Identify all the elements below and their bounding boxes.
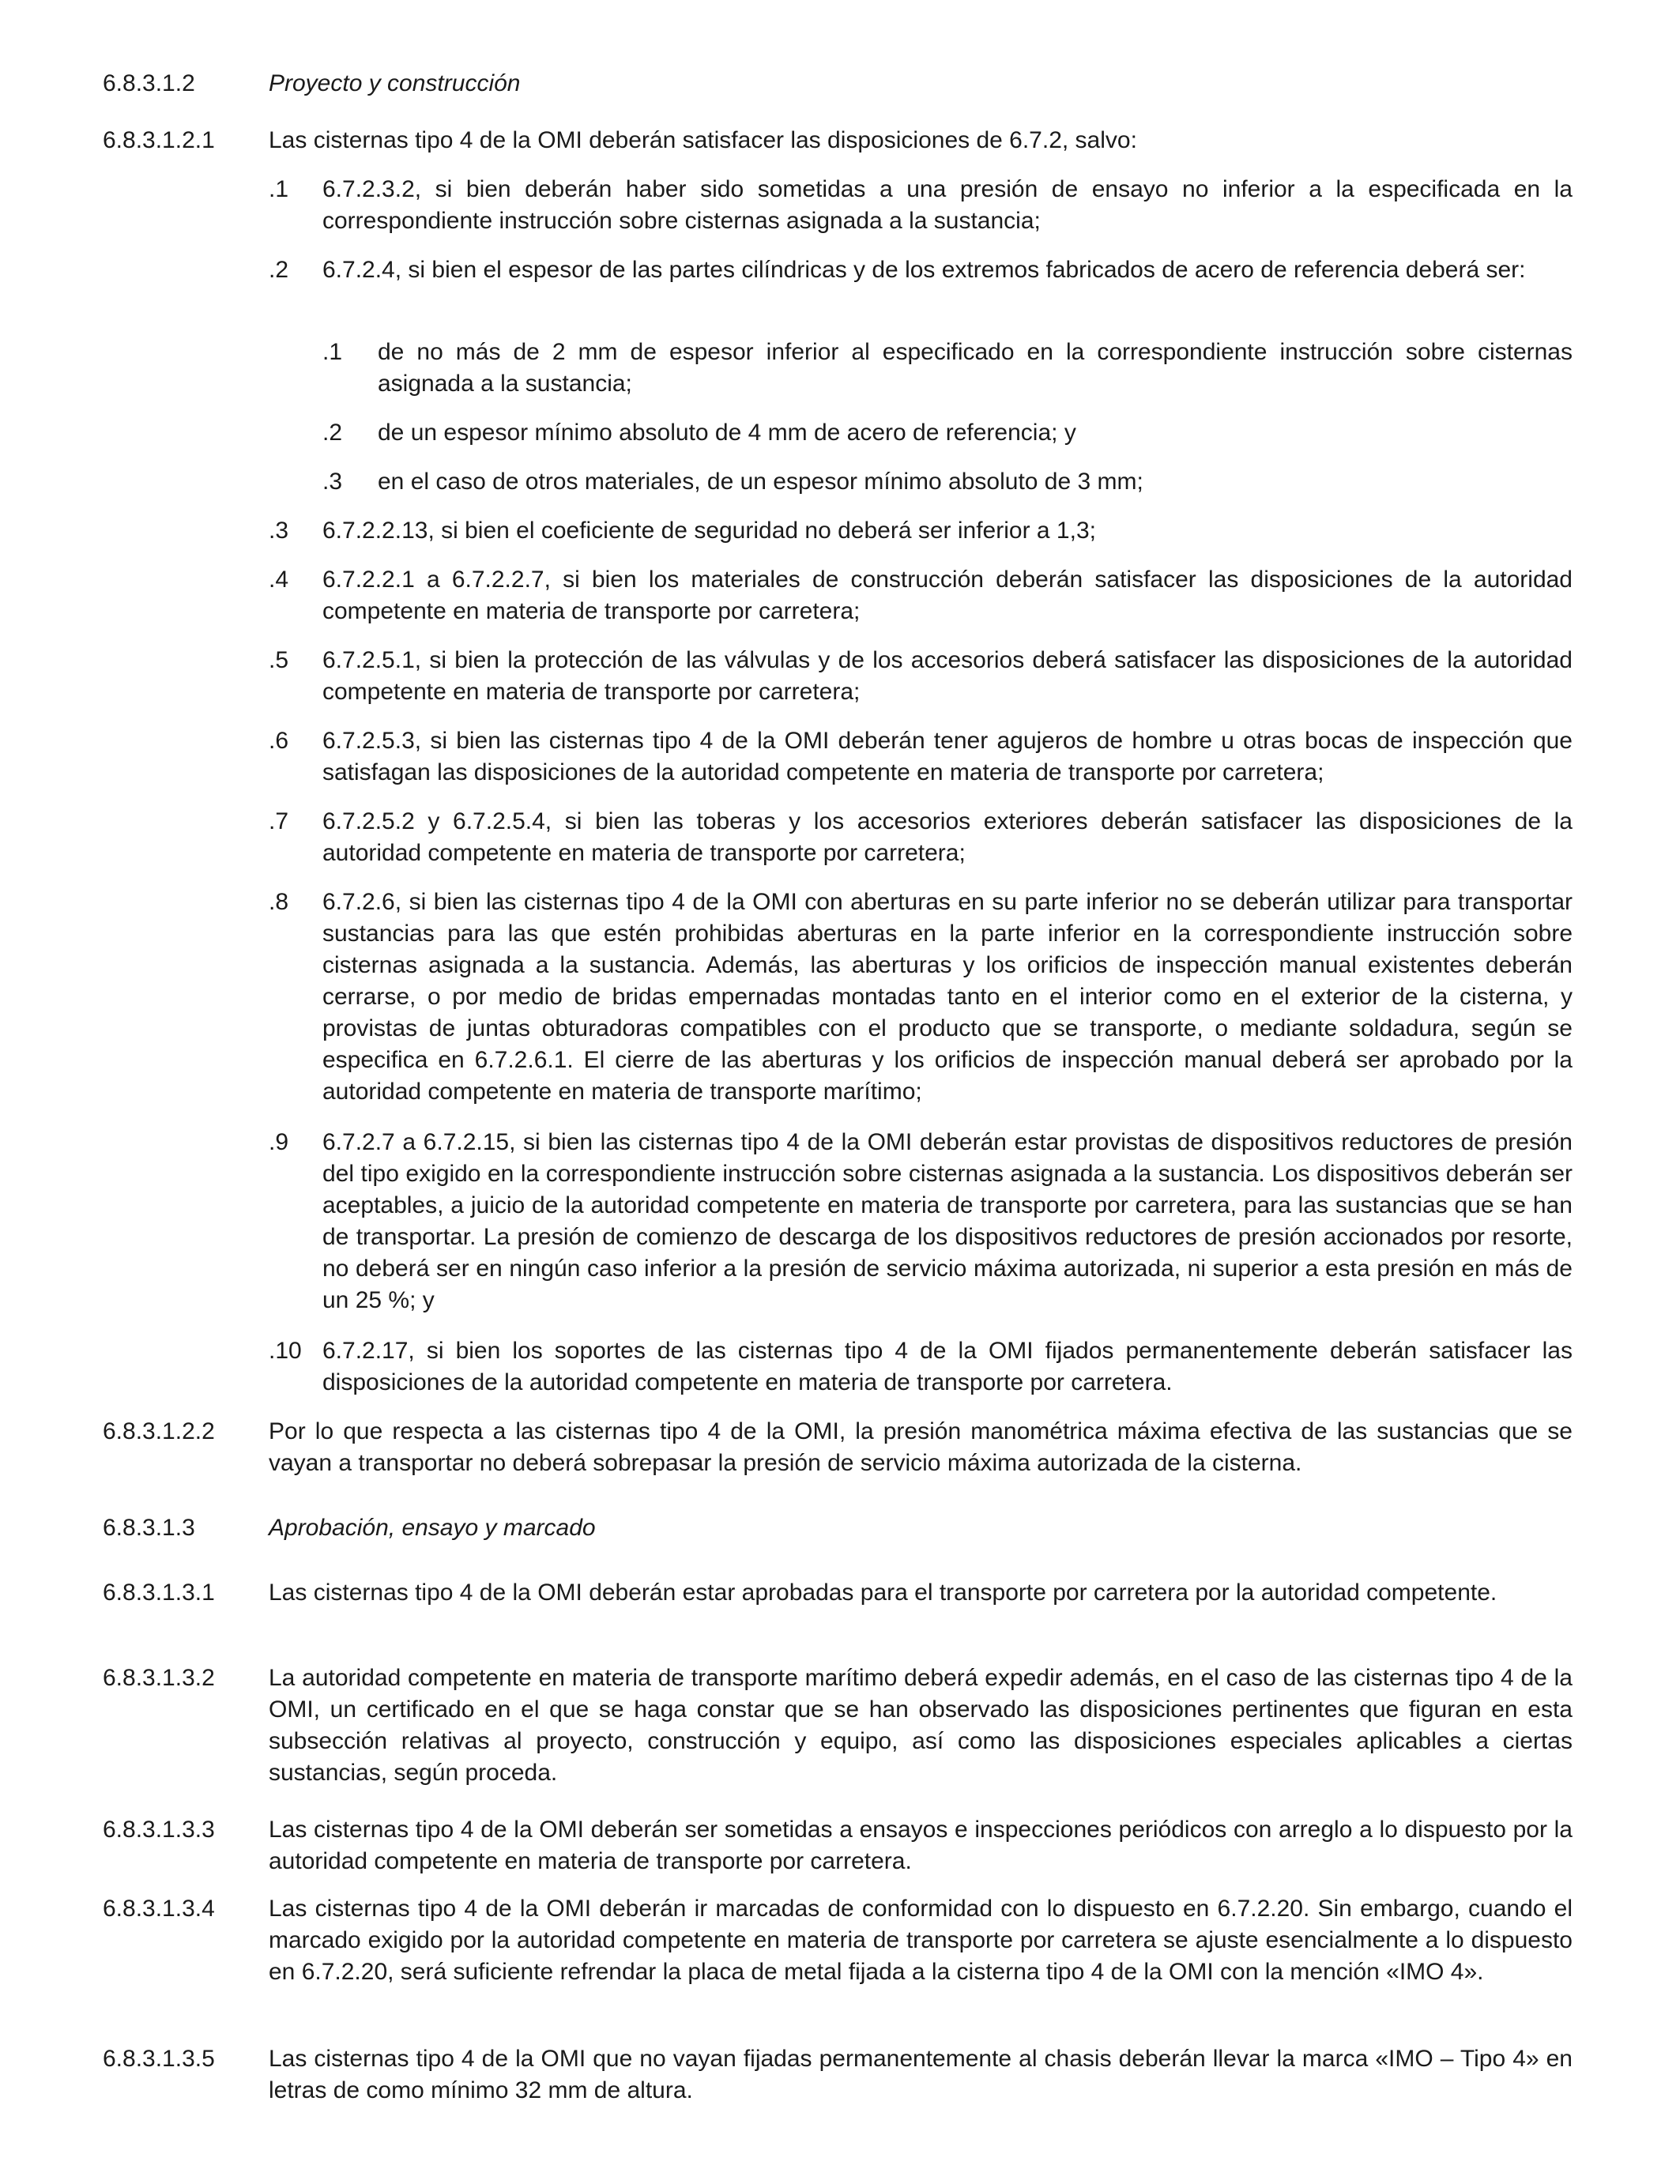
item-marker: .2 [269,257,289,283]
list-item [269,515,1573,547]
paragraph-text: Las cisternas tipo 4 de la OMI deberán satisfacer las disposiciones de 6.7.2, salvo: [269,127,1137,153]
item-marker: .1 [322,339,343,365]
item-text: 6.7.2.5.1, si bien la protección de las válvulas y de los accesorios deberá satisfacer las disposiciones de la autoridad competente en materia de transporte por carretera; [322,647,1573,705]
list-item [269,806,1573,869]
paragraph-text: Las cisternas tipo 4 de la OMI deberán ir marcadas de conformidad con lo dispuesto en 6.7.2.20. Sin embargo, cuando el marcado exigido por la autoridad competente en materia de transporte por carretera se ajuste esencialmente a lo dispuesto en 6.7.2.20, será suficiente refrendar la placa de metal fijada a la cisterna tipo 4 de la OMI con la mención «IMO 4». [269,1896,1573,1985]
paragraph-text: Las cisternas tipo 4 de la OMI deberán ser sometidas a ensayos e inspecciones periódicos con arreglo a lo dispuesto por la autoridad competente en materia de transporte por carretera. [269,1817,1573,1874]
item-text: 6.7.2.5.2 y 6.7.2.5.4, si bien las toberas y los accesorios exteriores deberán satisfacer las disposiciones de la autoridad competente en materia de transporte por carretera; [322,808,1573,866]
item-text: 6.7.2.5.3, si bien las cisternas tipo 4 de la OMI deberán tener agujeros de hombre u otras bocas de inspección que satisfagan las disposiciones de la autoridad competente en materia de transporte por carretera; [322,728,1573,785]
list-item [269,887,1573,1108]
item-marker: .2 [322,420,343,446]
item-text: 6.7.2.4, si bien el espesor de las partes cilíndricas y de los extremos fabricados de acero de referencia deberá ser: [322,257,1526,283]
item-marker: .8 [269,889,289,915]
sub-list-item [322,337,1573,400]
paragraph-6-8-3-1-3-3 [103,1814,1573,1877]
list-item [269,645,1573,708]
list-item [269,254,1573,286]
section-heading-approval [103,1512,1573,1544]
item-marker: .10 [269,1338,302,1364]
paragraph-number: 6.8.3.1.3.3 [103,1817,215,1843]
paragraph-6-8-3-1-3-1 [103,1577,1573,1609]
item-text: 6.7.2.2.13, si bien el coeficiente de seguridad no deberá ser inferior a 1,3; [322,518,1096,544]
paragraph-6-8-3-1-3-2 [103,1662,1573,1789]
paragraph-6-8-3-1-3-5 [103,2043,1573,2107]
paragraph-number: 6.8.3.1.3.2 [103,1665,215,1691]
item-marker: .9 [269,1129,289,1155]
paragraph-6-8-3-1-2-2 [103,1416,1573,1479]
section-heading-design [103,68,1573,100]
item-marker: .3 [322,469,343,495]
item-text: 6.7.2.17, si bien los soportes de las cisternas tipo 4 de la OMI fijados permanentemente deberán satisfacer las disposiciones de la autoridad competente en materia de transporte por carretera. [322,1338,1573,1395]
item-marker: .4 [269,567,289,593]
paragraph-text: Por lo que respecta a las cisternas tipo 4 de la OMI, la presión manométrica máxima efectiva de las sustancias que se vayan a transportar no deberá sobrepasar la presión de servicio máxima autorizada de la cisterna. [269,1418,1573,1476]
item-marker: .6 [269,728,289,754]
paragraph-text: Las cisternas tipo 4 de la OMI deberán estar aprobadas para el transporte por carretera por la autoridad competente. [269,1580,1497,1606]
paragraph-number: 6.8.3.1.2.2 [103,1418,215,1444]
item-marker: .7 [269,808,289,834]
sub-list-item [322,417,1573,449]
item-marker: .3 [269,518,289,544]
item-marker: .1 [269,176,289,202]
sub-list-item [322,466,1573,498]
list-item [269,725,1573,789]
item-text: 6.7.2.7 a 6.7.2.15, si bien las cisternas tipo 4 de la OMI deberán estar provistas de dispositivos reductores de presión del tipo exigido en la correspondiente instrucción sobre cisternas asignada a la sustancia. Los dispositivos deberán ser aceptables, a juicio de la autoridad competente en materia de transporte por carretera, para las sustancias que se han de transportar. La presión de comienzo de descarga de los dispositivos reductores de presión accionados por resorte, no deberá ser en ningún caso inferior a la presión de servicio máxima autorizada, ni superior a esta presión en más de un 25 %; y [322,1129,1573,1313]
item-marker: .5 [269,647,289,673]
section-title: Proyecto y construcción [269,70,521,96]
item-text: de un espesor mínimo absoluto de 4 mm de acero de referencia; y [378,420,1076,446]
section-number: 6.8.3.1.2 [103,70,195,96]
paragraph-text: La autoridad competente en materia de transporte marítimo deberá expedir además, en el caso de las cisternas tipo 4 de la OMI, un certificado en el que se haga constar que se han observado las disposiciones pertinentes que figuran en esta subsección relativas al proyecto, construcción y equipo, así como las disposiciones especiales aplicables a ciertas sustancias, según proceda. [269,1665,1573,1786]
item-text: de no más de 2 mm de espesor inferior al especificado en la correspondiente instrucción sobre cisternas asignada a la sustancia; [378,339,1573,397]
list-item [269,174,1573,237]
item-text: en el caso de otros materiales, de un espesor mínimo absoluto de 3 mm; [378,469,1143,495]
paragraph-number: 6.8.3.1.2.1 [103,127,215,153]
item-text: 6.7.2.6, si bien las cisternas tipo 4 de la OMI con aberturas en su parte inferior no se deberán utilizar para transportar sustancias para las que estén prohibidas aberturas en la parte inferior en la correspondiente instrucción sobre cisternas asignada a la sustancia. Además, las aberturas y los orificios de inspección manual existentes deberán cerrarse, o por medio de bridas empernadas montadas tanto en el interior como en el exterior de la cisterna, y provistas de juntas obturadoras compatibles con el producto que se transporte, o mediante soldadura, según se especifica en 6.7.2.6.1. El cierre de las aberturas y los orificios de inspección manual deberá ser aprobado por la autoridad competente en materia de transporte marítimo; [322,889,1573,1105]
section-title: Aprobación, ensayo y marcado [269,1515,596,1541]
paragraph-number: 6.8.3.1.3.4 [103,1896,215,1922]
list-item [269,1127,1573,1316]
paragraph-number: 6.8.3.1.3.1 [103,1580,215,1606]
list-item [269,1335,1573,1399]
paragraph-text: Las cisternas tipo 4 de la OMI que no vayan fijadas permanentemente al chasis deberán llevar la marca «IMO – Tipo 4» en letras de como mínimo 32 mm de altura. [269,2046,1573,2103]
list-item [269,564,1573,627]
item-text: 6.7.2.3.2, si bien deberán haber sido sometidas a una presión de ensayo no inferior a la especificada en la correspondiente instrucción sobre cisternas asignada a la sustancia; [322,176,1573,234]
paragraph-6-8-3-1-2-1 [103,125,1573,156]
section-number: 6.8.3.1.3 [103,1515,195,1541]
paragraph-6-8-3-1-3-4 [103,1893,1573,1988]
paragraph-number: 6.8.3.1.3.5 [103,2046,215,2072]
item-text: 6.7.2.2.1 a 6.7.2.2.7, si bien los materiales de construcción deberán satisfacer las disposiciones de la autoridad competente en materia de transporte por carretera; [322,567,1573,624]
